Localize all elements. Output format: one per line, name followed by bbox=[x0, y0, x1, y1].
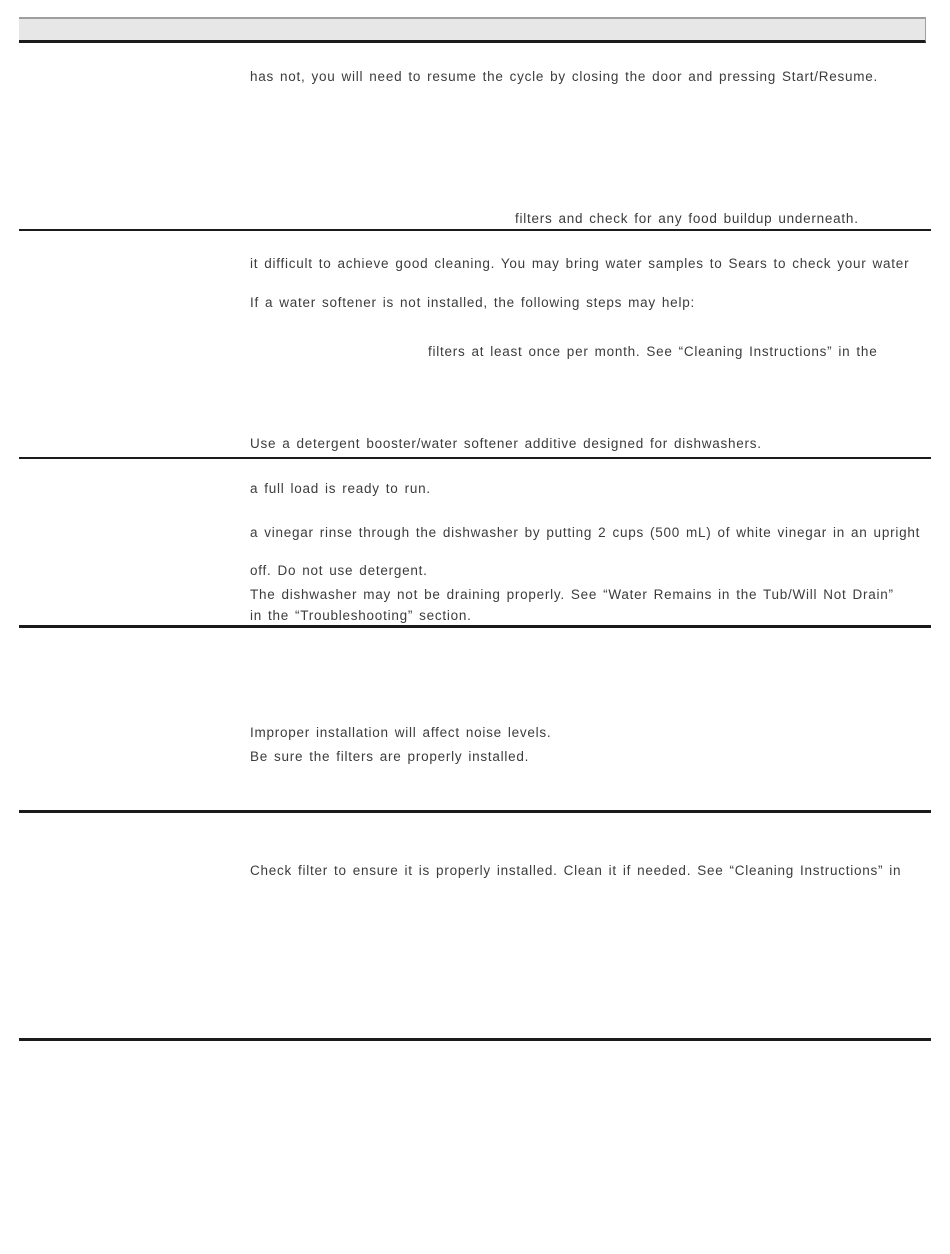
text-line: a vinegar rinse through the dishwasher by putting 2 cups (500 mL) of white vinegar in an upright bbox=[250, 525, 921, 540]
text-line: it difficult to achieve good cleaning. You may bring water samples to Sears to check your water bbox=[250, 256, 910, 271]
text-line: off. Do not use detergent. bbox=[250, 563, 428, 578]
row-divider bbox=[19, 457, 931, 459]
text-line: filters at least once per month. See “Cleaning Instructions” in the bbox=[428, 344, 878, 359]
text-line: filters and check for any food buildup underneath. bbox=[515, 211, 859, 226]
text-line: a full load is ready to run. bbox=[250, 481, 431, 496]
text-line: has not, you will need to resume the cycle by closing the door and pressing Start/Resume. bbox=[250, 69, 879, 84]
text-line: If a water softener is not installed, the following steps may help: bbox=[250, 295, 695, 310]
row-divider bbox=[19, 625, 931, 628]
text-line: Use a detergent booster/water softener additive designed for dishwashers. bbox=[250, 436, 762, 451]
row-divider bbox=[19, 810, 931, 813]
text-line: Be sure the filters are properly installed. bbox=[250, 749, 530, 764]
row-divider bbox=[19, 229, 931, 231]
row-divider bbox=[19, 1038, 931, 1041]
text-line: in the “Troubleshooting” section. bbox=[250, 608, 472, 623]
text-line: The dishwasher may not be draining properly. See “Water Remains in the Tub/Will Not Drain” bbox=[250, 587, 894, 602]
text-line: Improper installation will affect noise levels. bbox=[250, 725, 552, 740]
text-line: Check filter to ensure it is properly installed. Clean it if needed. See “Cleaning Instructions” in bbox=[250, 863, 902, 878]
table-header-bar bbox=[19, 17, 926, 43]
